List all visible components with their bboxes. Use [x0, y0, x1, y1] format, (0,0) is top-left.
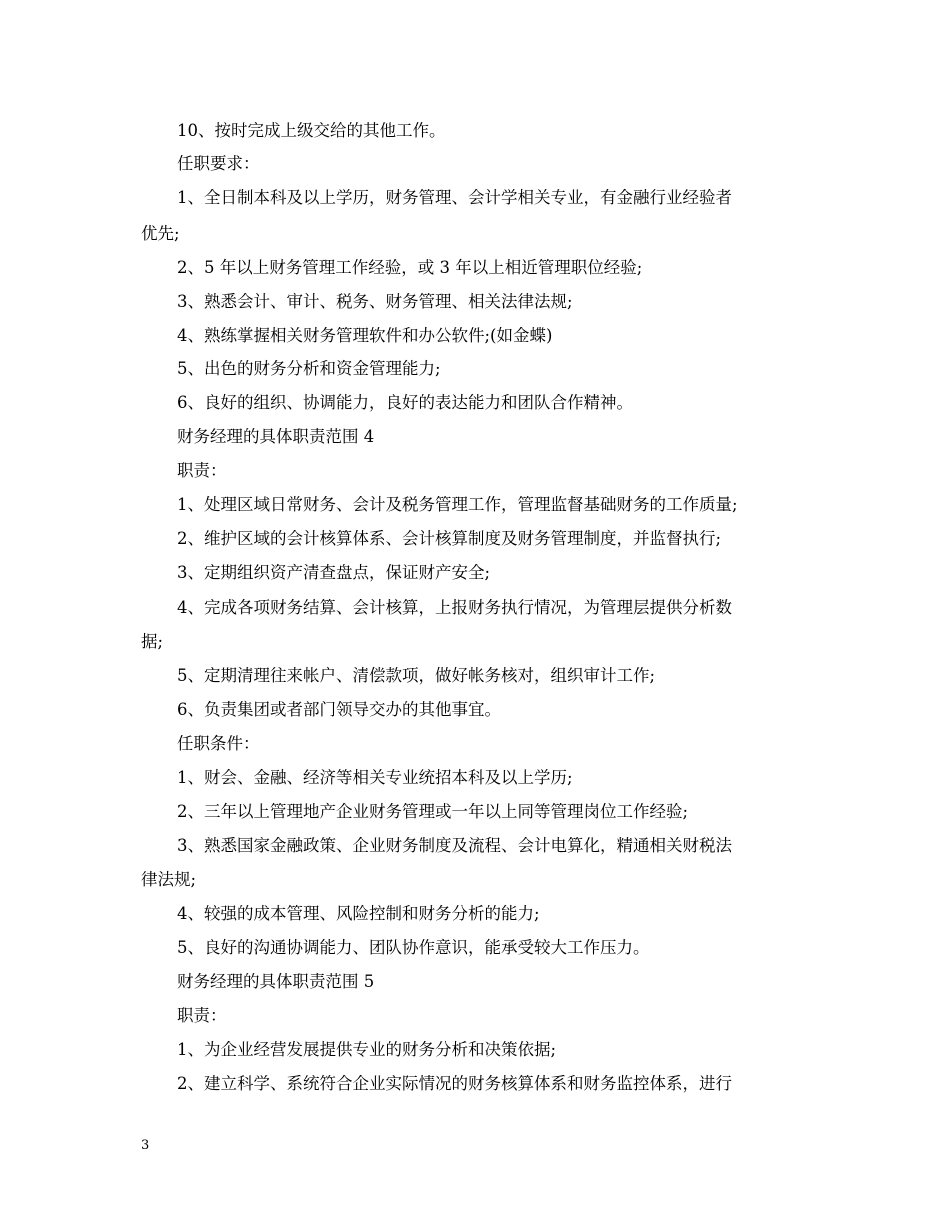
section-title: 财务经理的具体职责范围 5: [177, 972, 375, 991]
text-line: 4、较强的成本管理、风险控制和财务分析的能力;: [177, 904, 540, 923]
text-line: 10、按时完成上级交给的其他工作。: [177, 121, 446, 140]
text-line: 4、熟练掌握相关财务管理软件和办公软件;(如金蝶): [177, 326, 553, 345]
section-heading: 职责：: [177, 461, 227, 480]
text-line: 6、良好的组织、协调能力，良好的表达能力和团队合作精神。: [177, 393, 633, 412]
section-title: 财务经理的具体职责范围 4: [177, 427, 375, 446]
text-line: 5、出色的财务分析和资金管理能力;: [177, 359, 441, 378]
text-line: 4、完成各项财务结算、会计核算，上报财务执行情况，为管理层提供分析数: [177, 598, 732, 617]
text-line: 1、财会、金融、经济等相关专业统招本科及以上学历;: [177, 768, 573, 787]
text-line: 2、建立科学、系统符合企业实际情况的财务核算体系和财务监控体系，进行: [177, 1074, 732, 1093]
text-line-continuation: 据;: [141, 632, 164, 651]
text-line: 2、三年以上管理地产企业财务管理或一年以上同等管理岗位工作经验;: [177, 802, 689, 821]
section-heading: 任职条件：: [177, 734, 260, 753]
text-line: 5、定期清理往来帐户、清偿款项，做好帐务核对，组织审计工作;: [177, 666, 656, 685]
text-line: 3、定期组织资产清查盘点，保证财产安全;: [177, 563, 491, 582]
text-line: 2、维护区域的会计核算体系、会计核算制度及财务管理制度，并监督执行;: [177, 529, 722, 548]
text-line: 6、负责集团或者部门领导交办的其他事宜。: [177, 700, 501, 719]
text-line: 3、熟悉会计、审计、税务、财务管理、相关法律法规;: [177, 292, 573, 311]
text-line-continuation: 律法规;: [141, 870, 197, 889]
text-line: 1、处理区域日常财务、会计及税务管理工作，管理监督基础财务的工作质量;: [177, 495, 738, 514]
text-line: 5、良好的沟通协调能力、团队协作意识，能承受较大工作压力。: [177, 938, 650, 957]
text-line: 2、5 年以上财务管理工作经验，或 3 年以上相近管理职位经验;: [177, 258, 643, 277]
text-line: 3、熟悉国家金融政策、企业财务制度及流程、会计电算化，精通相关财税法: [177, 836, 732, 855]
text-line-continuation: 优先;: [141, 224, 180, 243]
page-number: 3: [141, 1138, 150, 1153]
text-line: 1、全日制本科及以上学历，财务管理、会计学相关专业，有金融行业经验者: [177, 188, 732, 207]
section-heading: 任职要求：: [177, 154, 260, 173]
text-line: 1、为企业经营发展提供专业的财务分析和决策依据;: [177, 1040, 557, 1059]
section-heading: 职责：: [177, 1006, 227, 1025]
